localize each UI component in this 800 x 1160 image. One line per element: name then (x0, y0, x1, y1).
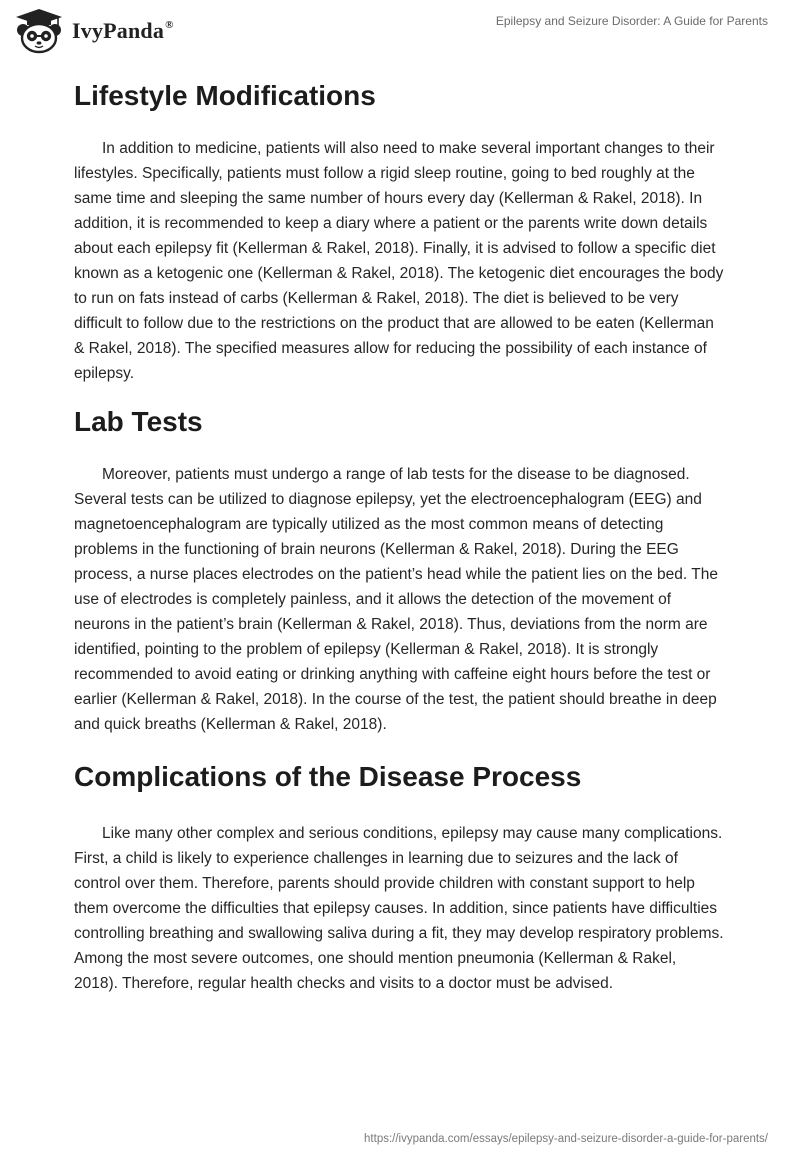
document-title: Epilepsy and Seizure Disorder: A Guide for Parents (495, 14, 768, 28)
section-heading-lifestyle-modifications: Lifestyle Modifications (74, 80, 376, 111)
brand-name (72, 18, 174, 44)
section-paragraph-lifestyle-modifications: In addition to medicine, patients will also need to make several important changes to their lifestyles. Specifically, patients must follow a rigid sleep routine, going to bed roughly at the same time and sleeping the same number of hours every day (Kellerman & Rakel, 2018). In addition, it is recommended to keep a diary where a patient or the parents write down details about each epilepsy fit (Kellerman & Rakel, 2018). Finally, it is advised to follow a specific diet known as a ketogenic one (Kellerman & Rakel, 2018). The ketogenic diet encourages the body to run on fats instead of carbs (Kellerman & Rakel, 2018). The diet is believed to be very difficult to follow due to the restrictions on the product that are allowed to be eaten (Kellerman & Rakel, 2018). The specified measures allow for reducing the possibility of each instance of epilepsy. (74, 140, 724, 382)
panda-graduate-icon (14, 8, 64, 54)
page-header (0, 0, 800, 64)
ivypanda-logo[interactable] (14, 8, 174, 54)
section-paragraph-complications: Like many other complex and serious conditions, epilepsy may cause many complications. First, a child is likely to experience challenges in learning due to seizures and the lack of control over them. Therefore, parents should provide children with constant support to help them overcome the difficulties that epilepsy causes. In addition, since patients have difficulties controlling breathing and swallowing saliva during a fit, they may develop respiratory problems. Among the most severe outcomes, one should mention pneumonia (Kellerman & Rakel, 2018). Therefore, regular health checks and visits to a doctor must be advised. (74, 825, 724, 992)
essay-body (74, 66, 724, 996)
section-heading-lab-tests: Lab Tests (74, 406, 203, 437)
brand-name-text: IvyPanda (72, 18, 165, 43)
section-heading-complications: Complications of the Disease Process (74, 761, 582, 792)
source-url-link[interactable]: https://ivypanda.com/essays/epilepsy-and-seizure-disorder-a-guide-for-parents/ (364, 1133, 768, 1145)
section-paragraph-lab-tests: Moreover, patients must undergo a range of lab tests for the disease to be diagnosed. Several tests can be utilized to diagnose epilepsy, yet the electroencephalogram (EEG) and magnetoencephalogram are typically utilized as the most common means of detecting problems in the functioning of brain neurons (Kellerman & Rakel, 2018). During the EEG process, a nurse places electrodes on the patient’s head while the patient lies on the bed. The use of electrodes is completely painless, and it allows the detection of the movement of neurons in the patient’s brain (Kellerman & Rakel, 2018). Thus, deviations from the norm are identified, pointing to the problem of epilepsy (Kellerman & Rakel, 2018). It is strongly recommended to avoid eating or drinking anything with caffeine eight hours before the test or earlier (Kellerman & Rakel, 2018). In the course of the test, the patient should breathe in deep and quick breaths (Kellerman & Rakel, 2018). (74, 466, 718, 733)
registered-mark: ® (165, 19, 174, 31)
